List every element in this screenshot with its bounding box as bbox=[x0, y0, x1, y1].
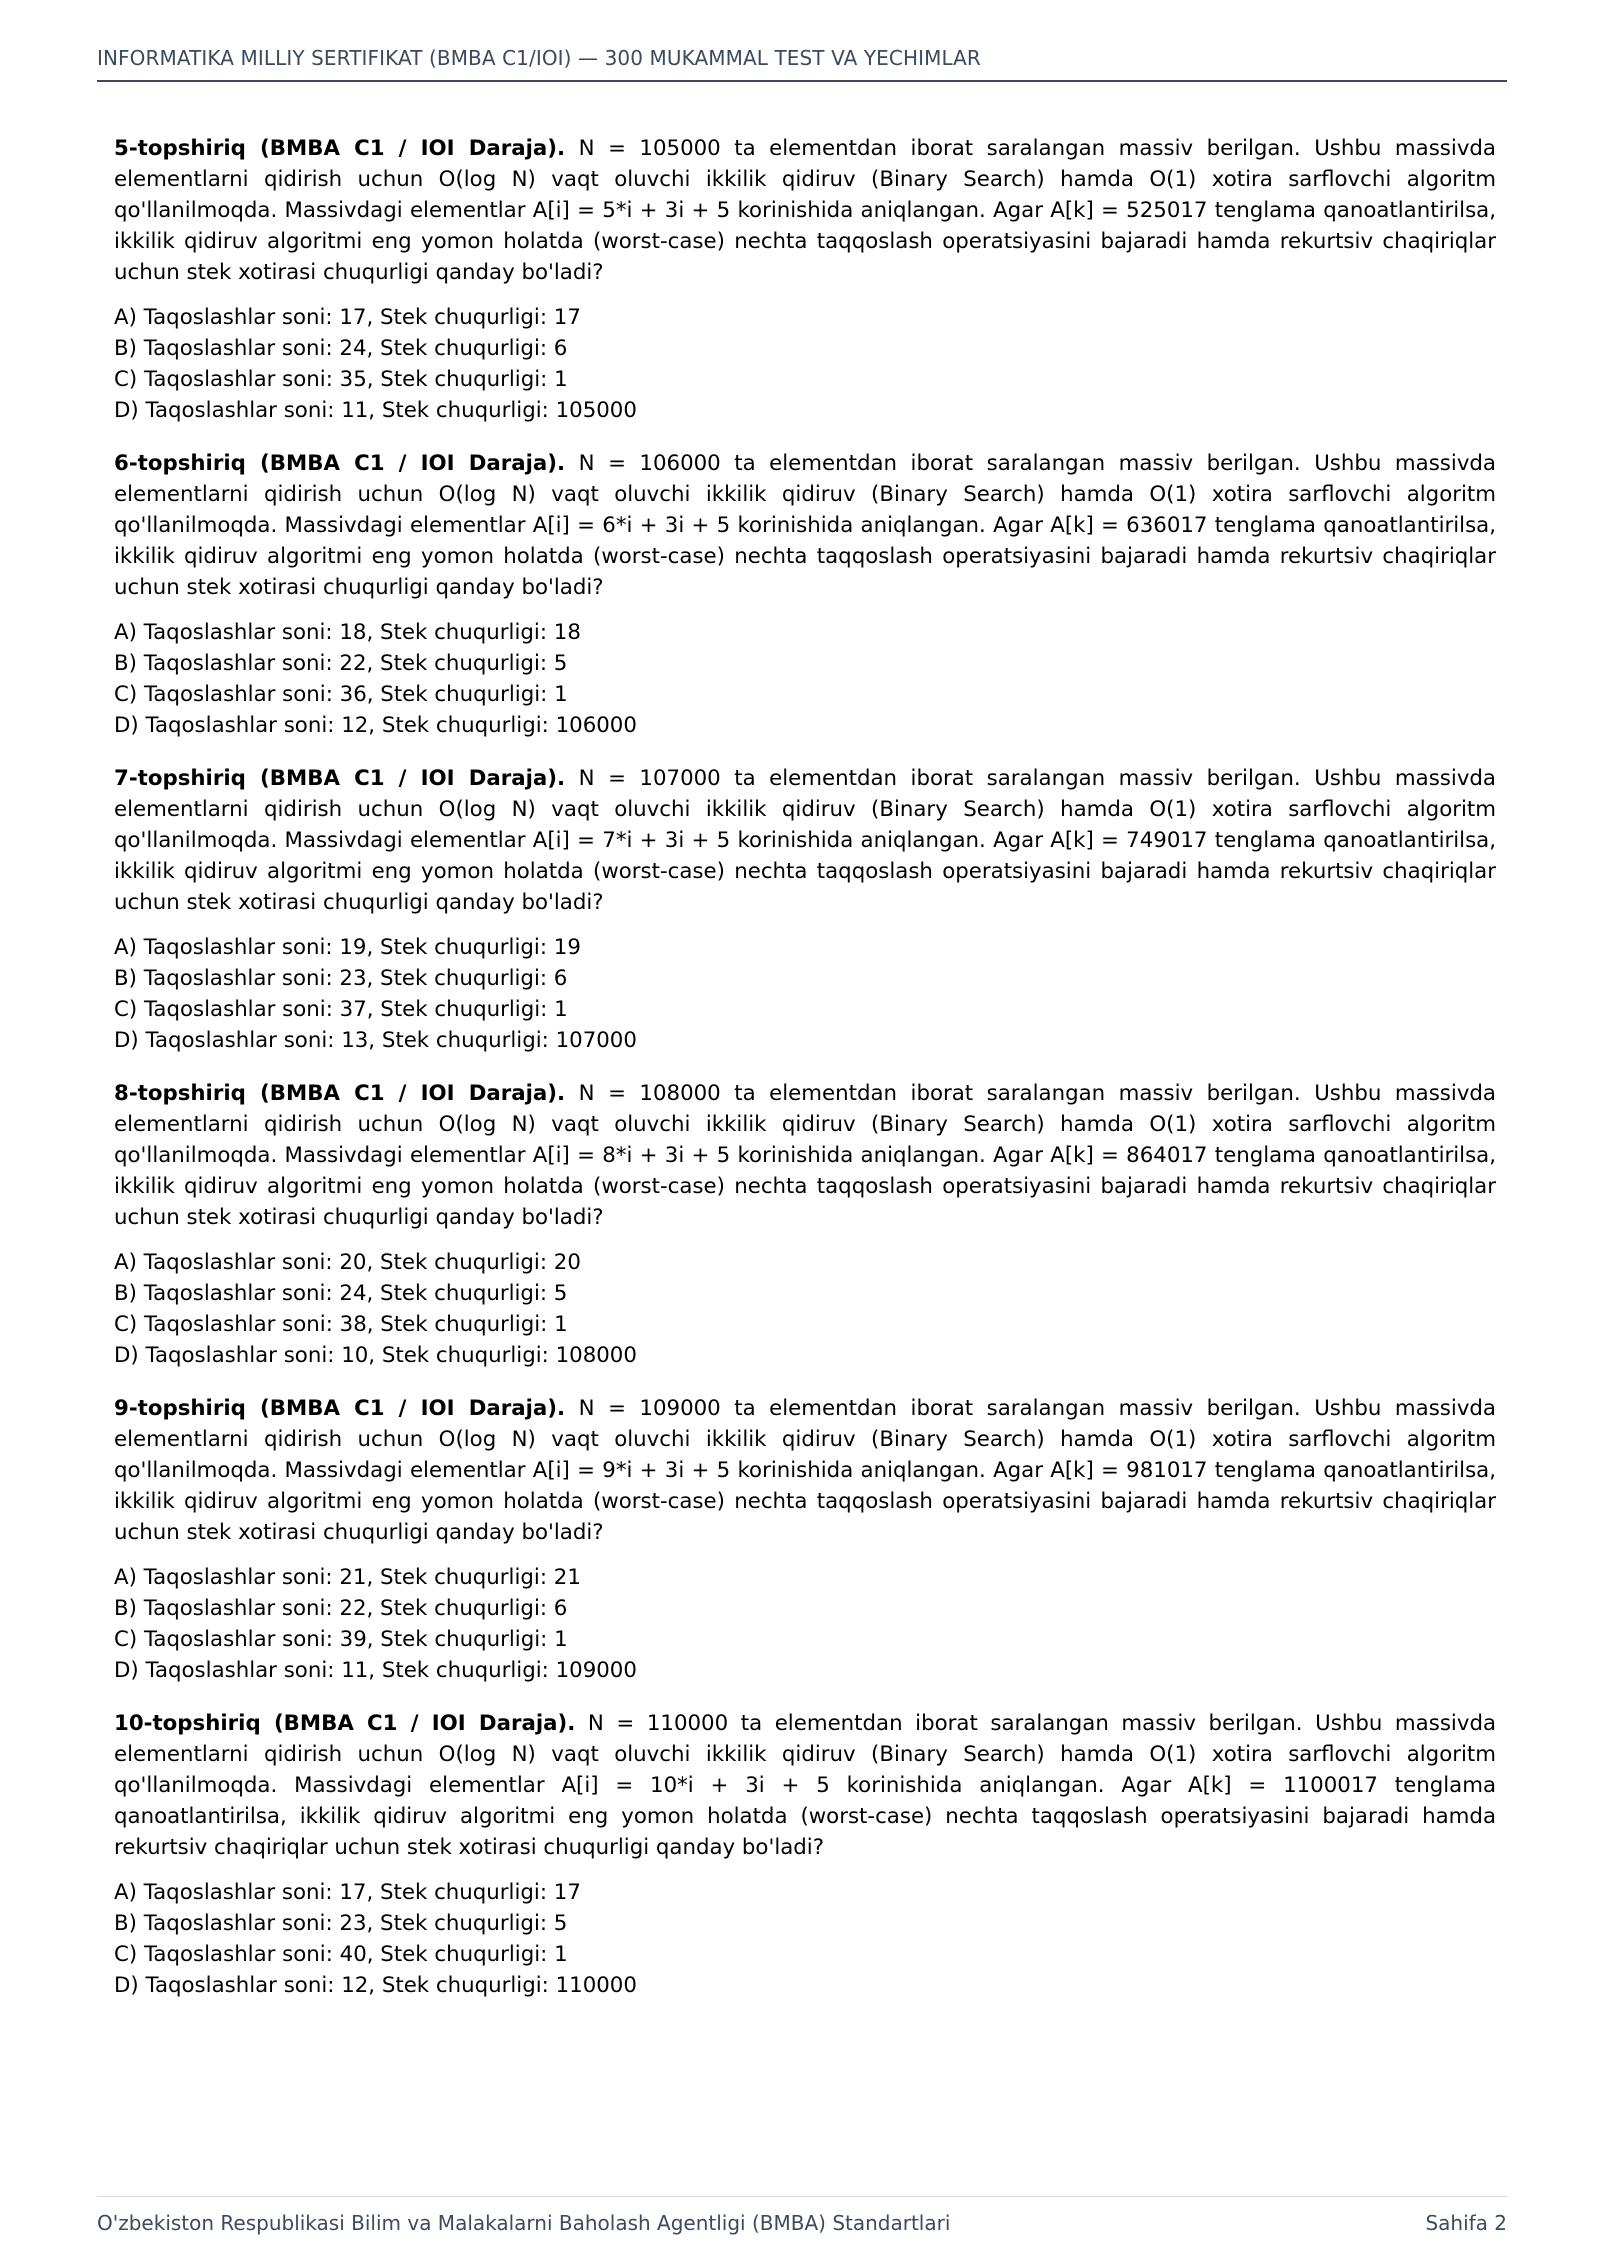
task-9 bbox=[114, 1393, 1496, 1686]
page-number: Sahifa 2 bbox=[1425, 2211, 1507, 2235]
task-question bbox=[114, 1393, 1496, 1548]
option-b: B) Taqoslashlar soni: 24, Stek chuqurligi: 5 bbox=[114, 1281, 568, 1306]
option-d: D) Taqoslashlar soni: 11, Stek chuqurligi: 105000 bbox=[114, 398, 637, 423]
task-7 bbox=[114, 763, 1496, 1056]
option-d: D) Taqoslashlar soni: 12, Stek chuqurligi: 110000 bbox=[114, 1973, 637, 1998]
task-heading: 7-topshiriq (BMBA C1 / IOI Daraja). bbox=[114, 766, 566, 791]
option-b: B) Taqoslashlar soni: 22, Stek chuqurligi: 6 bbox=[114, 1596, 568, 1621]
task-heading: 8-topshiriq (BMBA C1 / IOI Daraja). bbox=[114, 1081, 566, 1106]
task-text: N = 108000 ta elementdan iborat saralangan massiv berilgan. Ushbu massivda elementlarni qidirish uchun O(log N) vaqt oluvchi ikkilik qidiruv (Binary Search) hamda O(1) xotira sarflovchi algoritm qo'llanilmoqda. Massivdagi elementlar A[i] = 8*i + 3i + 5 korinishida aniqlangan. Agar A[k] = 864017 tenglama qanoatlantirilsa, ikkilik qidiruv algoritmi eng yomon holatda (worst-case) nechta taqqoslash operatsiyasini bajaradi hamda rekurtsiv chaqiriqlar uchun stek xotirasi chuqurligi qanday bo'ladi? bbox=[114, 1081, 1496, 1230]
task-8 bbox=[114, 1078, 1496, 1371]
option-c: C) Taqoslashlar soni: 39, Stek chuqurligi: 1 bbox=[114, 1627, 568, 1652]
option-a: A) Taqoslashlar soni: 19, Stek chuqurligi: 19 bbox=[114, 935, 581, 960]
task-heading: 6-topshiriq (BMBA C1 / IOI Daraja). bbox=[114, 451, 566, 476]
answer-options bbox=[114, 932, 1496, 1056]
option-a: A) Taqoslashlar soni: 18, Stek chuqurligi: 18 bbox=[114, 620, 581, 645]
option-c: C) Taqoslashlar soni: 35, Stek chuqurligi: 1 bbox=[114, 367, 568, 392]
page-header-title: INFORMATIKA MILLIY SERTIFIKAT (BMBA C1/IOI) — 300 MUKAMMAL TEST VA YECHIMLAR bbox=[97, 46, 981, 70]
option-c: C) Taqoslashlar soni: 37, Stek chuqurligi: 1 bbox=[114, 997, 568, 1022]
task-question bbox=[114, 763, 1496, 918]
task-text: N = 106000 ta elementdan iborat saralangan massiv berilgan. Ushbu massivda elementlarni qidirish uchun O(log N) vaqt oluvchi ikkilik qidiruv (Binary Search) hamda O(1) xotira sarflovchi algoritm qo'llanilmoqda. Massivdagi elementlar A[i] = 6*i + 3i + 5 korinishida aniqlangan. Agar A[k] = 636017 tenglama qanoatlantirilsa, ikkilik qidiruv algoritmi eng yomon holatda (worst-case) nechta taqqoslash operatsiyasini bajaradi hamda rekurtsiv chaqiriqlar uchun stek xotirasi chuqurligi qanday bo'ladi? bbox=[114, 451, 1496, 600]
option-c: C) Taqoslashlar soni: 38, Stek chuqurligi: 1 bbox=[114, 1312, 568, 1337]
task-heading: 9-topshiriq (BMBA C1 / IOI Daraja). bbox=[114, 1396, 566, 1421]
option-c: C) Taqoslashlar soni: 40, Stek chuqurligi: 1 bbox=[114, 1942, 568, 1967]
task-5 bbox=[114, 133, 1496, 426]
option-a: A) Taqoslashlar soni: 17, Stek chuqurligi: 17 bbox=[114, 305, 581, 330]
option-a: A) Taqoslashlar soni: 21, Stek chuqurligi: 21 bbox=[114, 1565, 581, 1590]
page-footer bbox=[97, 2196, 1507, 2235]
page-header bbox=[97, 46, 1507, 82]
option-c: C) Taqoslashlar soni: 36, Stek chuqurligi: 1 bbox=[114, 682, 568, 707]
task-question bbox=[114, 448, 1496, 603]
option-b: B) Taqoslashlar soni: 24, Stek chuqurligi: 6 bbox=[114, 336, 568, 361]
task-heading: 10-topshiriq (BMBA C1 / IOI Daraja). bbox=[114, 1711, 576, 1736]
task-text: N = 109000 ta elementdan iborat saralangan massiv berilgan. Ushbu massivda elementlarni qidirish uchun O(log N) vaqt oluvchi ikkilik qidiruv (Binary Search) hamda O(1) xotira sarflovchi algoritm qo'llanilmoqda. Massivdagi elementlar A[i] = 9*i + 3i + 5 korinishida aniqlangan. Agar A[k] = 981017 tenglama qanoatlantirilsa, ikkilik qidiruv algoritmi eng yomon holatda (worst-case) nechta taqqoslash operatsiyasini bajaradi hamda rekurtsiv chaqiriqlar uchun stek xotirasi chuqurligi qanday bo'ladi? bbox=[114, 1396, 1496, 1545]
document-body bbox=[114, 133, 1496, 2023]
answer-options bbox=[114, 1877, 1496, 2001]
answer-options bbox=[114, 1247, 1496, 1371]
task-10 bbox=[114, 1708, 1496, 2001]
task-text: N = 110000 ta elementdan iborat saralangan massiv berilgan. Ushbu massivda elementlarni qidirish uchun O(log N) vaqt oluvchi ikkilik qidiruv (Binary Search) hamda O(1) xotira sarflovchi algoritm qo'llanilmoqda. Massivdagi elementlar A[i] = 10*i + 3i + 5 korinishida aniqlangan. Agar A[k] = 1100017 tenglama qanoatlantirilsa, ikkilik qidiruv algoritmi eng yomon holatda (worst-case) nechta taqqoslash operatsiyasini bajaradi hamda rekurtsiv chaqiriqlar uchun stek xotirasi chuqurligi qanday bo'ladi? bbox=[114, 1711, 1497, 1860]
option-b: B) Taqoslashlar soni: 23, Stek chuqurligi: 6 bbox=[114, 966, 568, 991]
answer-options bbox=[114, 302, 1496, 426]
option-b: B) Taqoslashlar soni: 22, Stek chuqurligi: 5 bbox=[114, 651, 568, 676]
task-question bbox=[114, 133, 1496, 288]
answer-options bbox=[114, 617, 1496, 741]
option-d: D) Taqoslashlar soni: 12, Stek chuqurligi: 106000 bbox=[114, 713, 637, 738]
answer-options bbox=[114, 1562, 1496, 1686]
task-text: N = 107000 ta elementdan iborat saralangan massiv berilgan. Ushbu massivda elementlarni qidirish uchun O(log N) vaqt oluvchi ikkilik qidiruv (Binary Search) hamda O(1) xotira sarflovchi algoritm qo'llanilmoqda. Massivdagi elementlar A[i] = 7*i + 3i + 5 korinishida aniqlangan. Agar A[k] = 749017 tenglama qanoatlantirilsa, ikkilik qidiruv algoritmi eng yomon holatda (worst-case) nechta taqqoslash operatsiyasini bajaradi hamda rekurtsiv chaqiriqlar uchun stek xotirasi chuqurligi qanday bo'ladi? bbox=[114, 766, 1496, 915]
option-a: A) Taqoslashlar soni: 20, Stek chuqurligi: 20 bbox=[114, 1250, 581, 1275]
option-b: B) Taqoslashlar soni: 23, Stek chuqurligi: 5 bbox=[114, 1911, 568, 1936]
option-a: A) Taqoslashlar soni: 17, Stek chuqurligi: 17 bbox=[114, 1880, 581, 1905]
footer-organization: O'zbekiston Respublikasi Bilim va Malakalarni Baholash Agentligi (BMBA) Standartlari bbox=[97, 2211, 951, 2235]
task-question bbox=[114, 1708, 1496, 1863]
option-d: D) Taqoslashlar soni: 10, Stek chuqurligi: 108000 bbox=[114, 1343, 637, 1368]
option-d: D) Taqoslashlar soni: 11, Stek chuqurligi: 109000 bbox=[114, 1658, 637, 1683]
task-question bbox=[114, 1078, 1496, 1233]
option-d: D) Taqoslashlar soni: 13, Stek chuqurligi: 107000 bbox=[114, 1028, 637, 1053]
task-text: N = 105000 ta elementdan iborat saralangan massiv berilgan. Ushbu massivda elementlarni qidirish uchun O(log N) vaqt oluvchi ikkilik qidiruv (Binary Search) hamda O(1) xotira sarflovchi algoritm qo'llanilmoqda. Massivdagi elementlar A[i] = 5*i + 3i + 5 korinishida aniqlangan. Agar A[k] = 525017 tenglama qanoatlantirilsa, ikkilik qidiruv algoritmi eng yomon holatda (worst-case) nechta taqqoslash operatsiyasini bajaradi hamda rekurtsiv chaqiriqlar uchun stek xotirasi chuqurligi qanday bo'ladi? bbox=[114, 136, 1496, 285]
task-6 bbox=[114, 448, 1496, 741]
task-heading: 5-topshiriq (BMBA C1 / IOI Daraja). bbox=[114, 136, 566, 161]
